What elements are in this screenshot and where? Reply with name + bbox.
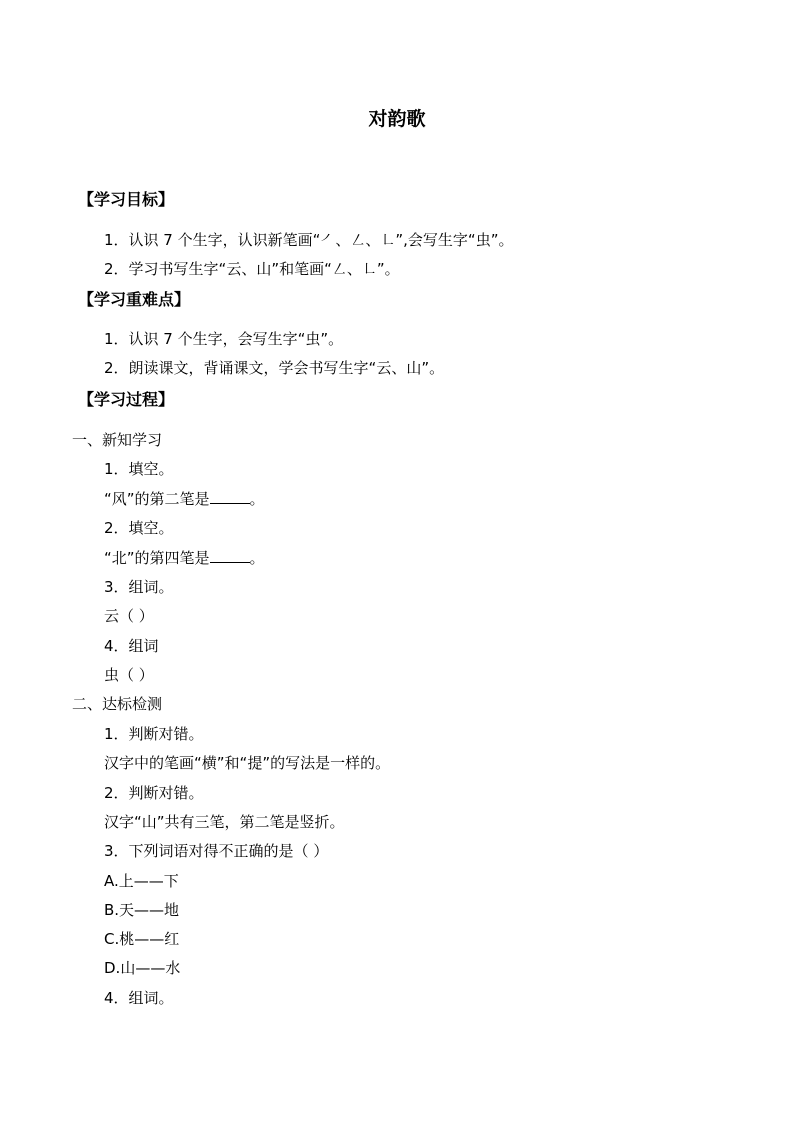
question-text: 汉字“山”共有三笔，第二笔是竖折。 — [104, 813, 345, 831]
question-text-part: 。 — [249, 490, 265, 508]
question-label: 2．填空。 — [104, 519, 174, 537]
question-label: 1．判断对错。 — [104, 725, 204, 743]
question-label: 3．下列词语对得不正确的是（ ） — [104, 842, 329, 860]
part2-title: 二、达标检测 — [72, 695, 163, 713]
question-text — [104, 489, 265, 509]
question-label: 4．组词 — [104, 637, 159, 655]
question-label: 4．组词。 — [104, 989, 174, 1007]
question-label: 3．组词。 — [104, 578, 174, 596]
answer-blank[interactable] — [210, 548, 250, 563]
option-b[interactable]: B.天——地 — [104, 901, 180, 919]
question-label: 2．判断对错。 — [104, 784, 204, 802]
question-text: 汉字中的笔画“横”和“提”的写法是一样的。 — [104, 754, 391, 772]
question-text: 云（ ） — [104, 607, 154, 625]
option-a[interactable]: A.上——下 — [104, 872, 179, 890]
goals-heading: 【学习目标】 — [78, 190, 175, 209]
process-heading: 【学习过程】 — [78, 390, 175, 409]
keypoint-item: 1．认识 7 个生字，会写生字“虫”。 — [104, 330, 344, 348]
option-d[interactable]: D.山——水 — [104, 959, 181, 977]
question-text-part: “风”的第二笔是 — [104, 490, 210, 508]
question-text-part: 。 — [249, 549, 265, 567]
answer-blank[interactable] — [210, 489, 250, 504]
part1-title: 一、新知学习 — [72, 431, 163, 449]
question-text — [104, 548, 265, 568]
question-text-part: “北”的第四笔是 — [104, 549, 210, 567]
page-title: 对韵歌 — [368, 108, 426, 130]
goal-item: 1．认识 7 个生字，认识新笔画“㇒、㇜、㇗”,会写生字“虫”。 — [104, 231, 514, 249]
keypoint-item: 2．朗读课文，背诵课文，学会书写生字“云、山”。 — [104, 359, 445, 377]
keypoints-heading: 【学习重难点】 — [78, 290, 191, 309]
question-text: 虫（ ） — [104, 666, 154, 684]
goal-item: 2．学习书写生字“云、山”和笔画“㇜、㇗”。 — [104, 260, 400, 278]
question-label: 1．填空。 — [104, 460, 174, 478]
option-c[interactable]: C.桃——红 — [104, 930, 180, 948]
